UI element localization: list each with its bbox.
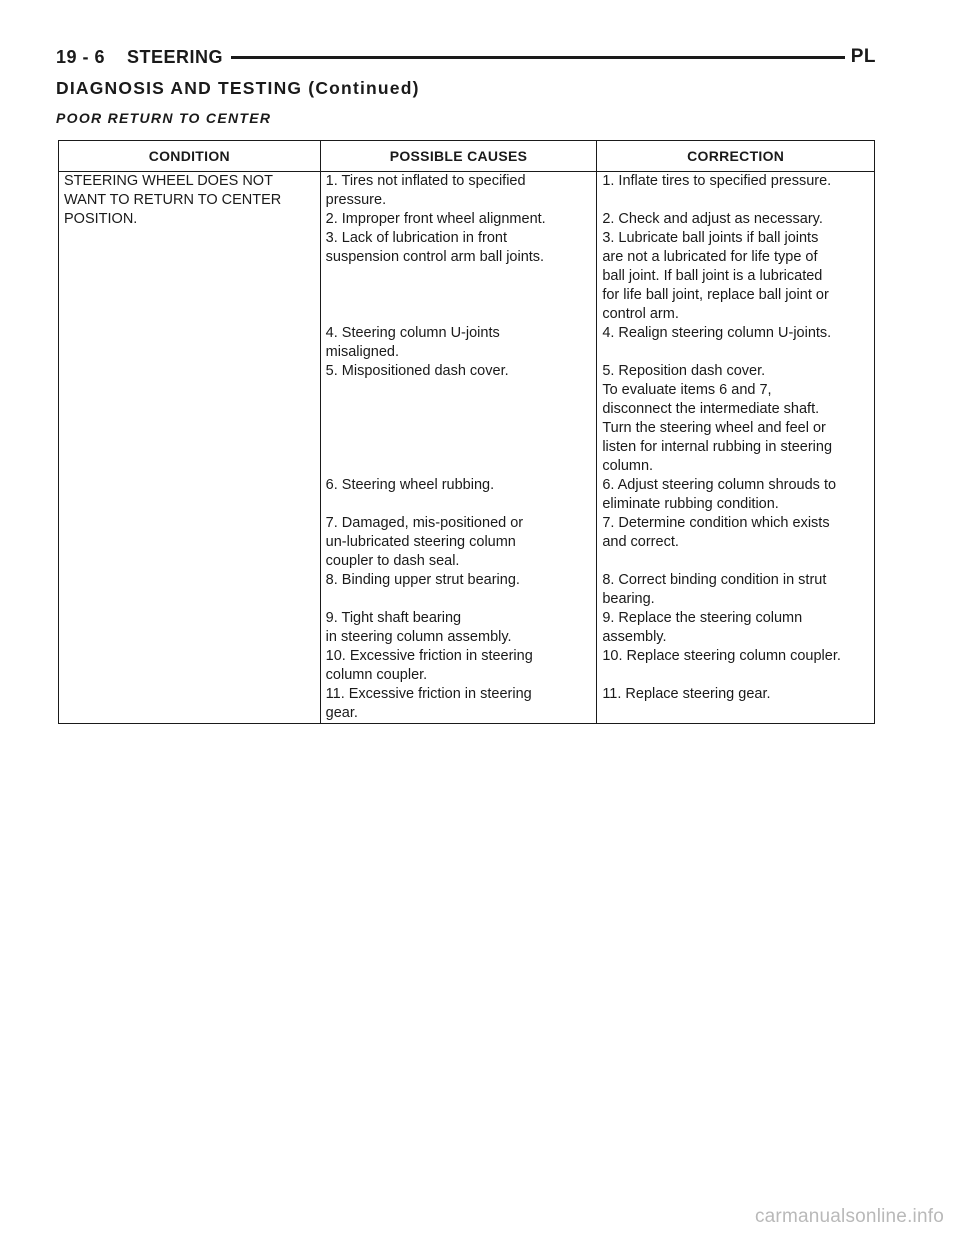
correction-line: bearing. [602, 591, 655, 607]
cause-line: 6. Steering wheel rubbing. [325, 477, 495, 493]
cause-line: 9. Tight shaft bearing [325, 610, 462, 626]
cause-cell [320, 647, 597, 685]
correction-cell [597, 476, 875, 514]
correction-line: 10. Replace steering column coupler. [602, 648, 841, 664]
cause-cell [320, 324, 597, 362]
header-rule [231, 56, 845, 59]
correction-line: and correct. [602, 534, 679, 550]
correction-line: eliminate rubbing condition. [602, 496, 779, 512]
cause-cell [320, 609, 597, 647]
correction-line: 7. Determine condition which exists [602, 515, 830, 531]
cause-line: in steering column assembly. [325, 629, 512, 645]
condition-line: STEERING WHEEL DOES NOT [64, 173, 273, 189]
correction-line: 6. Adjust steering column shrouds to [602, 477, 837, 493]
cause-line: 11. Excessive friction in steering [325, 686, 532, 702]
cause-line: column coupler. [325, 667, 428, 683]
subsection-title: POOR RETURN TO CENTER [56, 110, 272, 126]
correction-line: disconnect the intermediate shaft. [602, 401, 820, 417]
correction-line: are not a lubricated for life type of [602, 249, 818, 265]
correction-line: for life ball joint, replace ball joint or [602, 287, 829, 303]
cause-line: gear. [325, 705, 358, 721]
condition-line: POSITION. [64, 211, 138, 227]
watermark-text: carmanualsonline.info [754, 1206, 944, 1227]
correction-line: listen for internal rubbing in steering [602, 439, 833, 455]
section-title: DIAGNOSIS AND TESTING (Continued) [56, 78, 420, 98]
correction-line: 3. Lubricate ball joints if ball joints [602, 230, 819, 246]
correction-cell [597, 647, 875, 685]
cause-line: 8. Binding upper strut bearing. [325, 572, 520, 588]
correction-line: 9. Replace the steering column [602, 610, 803, 626]
diagnosis-table [58, 140, 875, 724]
correction-line: 11. Replace steering gear. [602, 686, 771, 702]
column-header-causes: POSSIBLE CAUSES [320, 141, 597, 172]
cause-line: 10. Excessive friction in steering [325, 648, 533, 664]
model-code: PL [850, 46, 876, 67]
column-header-condition: CONDITION [59, 141, 321, 172]
correction-cell [597, 609, 875, 647]
cause-cell [320, 362, 597, 476]
cause-line: 2. Improper front wheel alignment. [325, 211, 546, 227]
cause-line: 7. Damaged, mis-positioned or [325, 515, 524, 531]
correction-cell [597, 172, 875, 211]
correction-cell [597, 571, 875, 609]
cause-cell [320, 172, 597, 211]
table-header-row [59, 141, 875, 172]
correction-cell [597, 229, 875, 324]
cause-cell [320, 514, 597, 571]
correction-cell [597, 685, 875, 724]
cause-line: pressure. [325, 192, 387, 208]
cause-cell [320, 685, 597, 724]
cause-line: misaligned. [325, 344, 399, 360]
cause-line: 1. Tires not inflated to specified [325, 173, 526, 189]
correction-cell [597, 324, 875, 362]
correction-cell [597, 210, 875, 229]
cause-cell [320, 210, 597, 229]
correction-line: Turn the steering wheel and feel or [602, 420, 826, 436]
cause-cell [320, 229, 597, 324]
condition-cell [59, 172, 321, 724]
cause-line: coupler to dash seal. [325, 553, 460, 569]
cause-cell [320, 476, 597, 514]
correction-line: 4. Realign steering column U-joints. [602, 325, 832, 341]
cause-line: 4. Steering column U-joints [325, 325, 500, 341]
cause-line: un-lubricated steering column [325, 534, 516, 550]
cause-line: 3. Lack of lubrication in front [325, 230, 508, 246]
condition-line: WANT TO RETURN TO CENTER [64, 192, 282, 208]
correction-line: ball joint. If ball joint is a lubricated [602, 268, 823, 284]
correction-line: 2. Check and adjust as necessary. [602, 211, 823, 227]
correction-line: To evaluate items 6 and 7, [602, 382, 772, 398]
page-number: 19 - 6 [56, 46, 106, 67]
correction-cell [597, 362, 875, 476]
chapter-title: STEERING [127, 46, 224, 67]
cause-line: suspension control arm ball joints. [325, 249, 545, 265]
correction-cell [597, 514, 875, 571]
correction-line: 1. Inflate tires to specified pressure. [602, 173, 832, 189]
correction-line: 5. Reposition dash cover. [602, 363, 766, 379]
cause-line: 5. Mispositioned dash cover. [325, 363, 509, 379]
correction-line: assembly. [602, 629, 667, 645]
running-header [56, 44, 876, 70]
correction-line: column. [602, 458, 654, 474]
correction-line: 8. Correct binding condition in strut [602, 572, 827, 588]
column-header-correction: CORRECTION [597, 141, 875, 172]
cause-cell [320, 571, 597, 609]
table-row [59, 172, 875, 211]
correction-line: control arm. [602, 306, 679, 322]
